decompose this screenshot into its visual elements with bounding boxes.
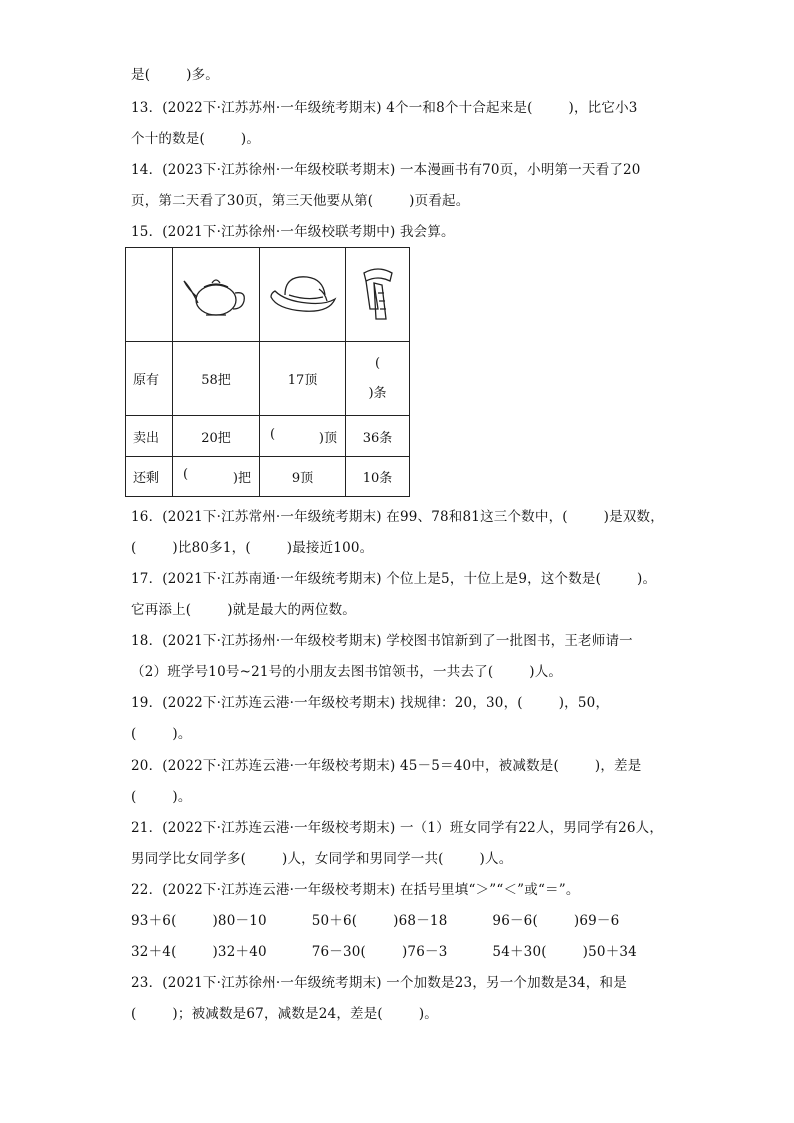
hat-unit: )顶	[318, 430, 337, 446]
row-label-maichu: 卖出	[126, 416, 173, 457]
teapot-remaining-blank[interactable]	[173, 457, 260, 497]
hat-sold-blank[interactable]	[260, 416, 346, 457]
q14-line2: 页，第二天看了30页，第三天他要从第( )页看起。	[131, 193, 470, 209]
teapot-sold: 20把	[173, 416, 260, 457]
q19-line2: ( )。	[131, 726, 192, 742]
q15-table	[125, 247, 410, 497]
q20-line1: 20．(2022下·江苏连云港·一年级校考期末) 45－5＝40中，被减数是( )，差是	[131, 758, 642, 774]
q21-line2: 男同学比女同学多( )人，女同学和男同学一共( )人。	[131, 851, 513, 867]
teapot-cell	[173, 248, 260, 342]
hat-icon	[267, 267, 339, 323]
q19-line1: 19．(2022下·江苏连云港·一年级校考期末) 找规律：20，30，( )，50，	[131, 695, 610, 711]
scarf-unit: )条	[368, 385, 387, 401]
scarf-original-blank[interactable]	[346, 342, 410, 416]
q16-line2: ( )比80多1，( )最接近100。	[131, 540, 374, 556]
q15-line1: 15．(2021下·江苏徐州·一年级校联考期中) 我会算。	[131, 224, 455, 240]
q23-line2: ( )；被减数是67，减数是24，差是( )。	[131, 1006, 438, 1022]
q14-line1: 14．(2023下·江苏徐州·一年级校联考期末) 一本漫画书有70页，小明第一天看了20	[131, 162, 641, 178]
q18-line1: 18．(2021下·江苏扬州·一年级校考期末) 学校图书馆新到了一批图书，王老师请一	[131, 633, 633, 649]
q13-line1: 13．(2022下·江苏苏州·一年级统考期末) 4个一和8个十合起来是( )，比它小3	[131, 100, 638, 116]
paren-open: (	[183, 467, 189, 482]
row-label-yuanyou: 原有	[126, 342, 173, 416]
hat-cell	[260, 248, 346, 342]
q12-continuation: 是( )多。	[131, 67, 219, 83]
q13-line2: 个十的数是( )。	[131, 131, 261, 147]
paren-open: (	[374, 355, 381, 371]
paren-open: (	[270, 426, 276, 442]
teapot-unit: )把	[232, 471, 251, 486]
q22-comparisons-row1: 93＋6( )80－10 50＋6( )68－18 96－6( )69－6	[131, 913, 620, 929]
q16-line1: 16．(2021下·江苏常州·一年级统考期末) 在99、78和81这三个数中，( )是双数，	[131, 509, 664, 525]
scarf-icon	[356, 263, 400, 327]
scarf-remaining: 10条	[346, 457, 410, 497]
hat-remaining: 9顶	[260, 457, 346, 497]
q17-line2: 它再添上( )就是最大的两位数。	[131, 602, 356, 618]
scarf-cell	[346, 248, 410, 342]
teapot-original: 58把	[173, 342, 260, 416]
q21-line1: 21．(2022下·江苏连云港·一年级校考期末) 一（1）班女同学有22人，男同学有26人，	[131, 820, 664, 836]
q20-line2: ( )。	[131, 789, 192, 805]
teapot-icon	[180, 267, 252, 323]
table-corner-cell	[126, 248, 173, 342]
q17-line1: 17．(2021下·江苏南通·一年级统考期末) 个位上是5，十位上是9，这个数是( )。	[131, 571, 657, 587]
q18-line2: （2）班学号10号~21号的小朋友去图书馆领书，一共去了( )人。	[131, 664, 563, 680]
scarf-sold: 36条	[346, 416, 410, 457]
q23-line1: 23．(2021下·江苏徐州·一年级统考期末) 一个加数是23，另一个加数是34，和是	[131, 975, 627, 991]
q22-comparisons-row2: 32＋4( )32＋40 76－30( )76－3 54＋30( )50＋34	[131, 944, 637, 960]
hat-original: 17顶	[260, 342, 346, 416]
row-label-haisheng: 还剩	[126, 457, 173, 497]
q22-line1: 22．(2022下·江苏连云港·一年级校考期末) 在括号里填“＞”“＜”或“＝”。	[131, 882, 580, 898]
